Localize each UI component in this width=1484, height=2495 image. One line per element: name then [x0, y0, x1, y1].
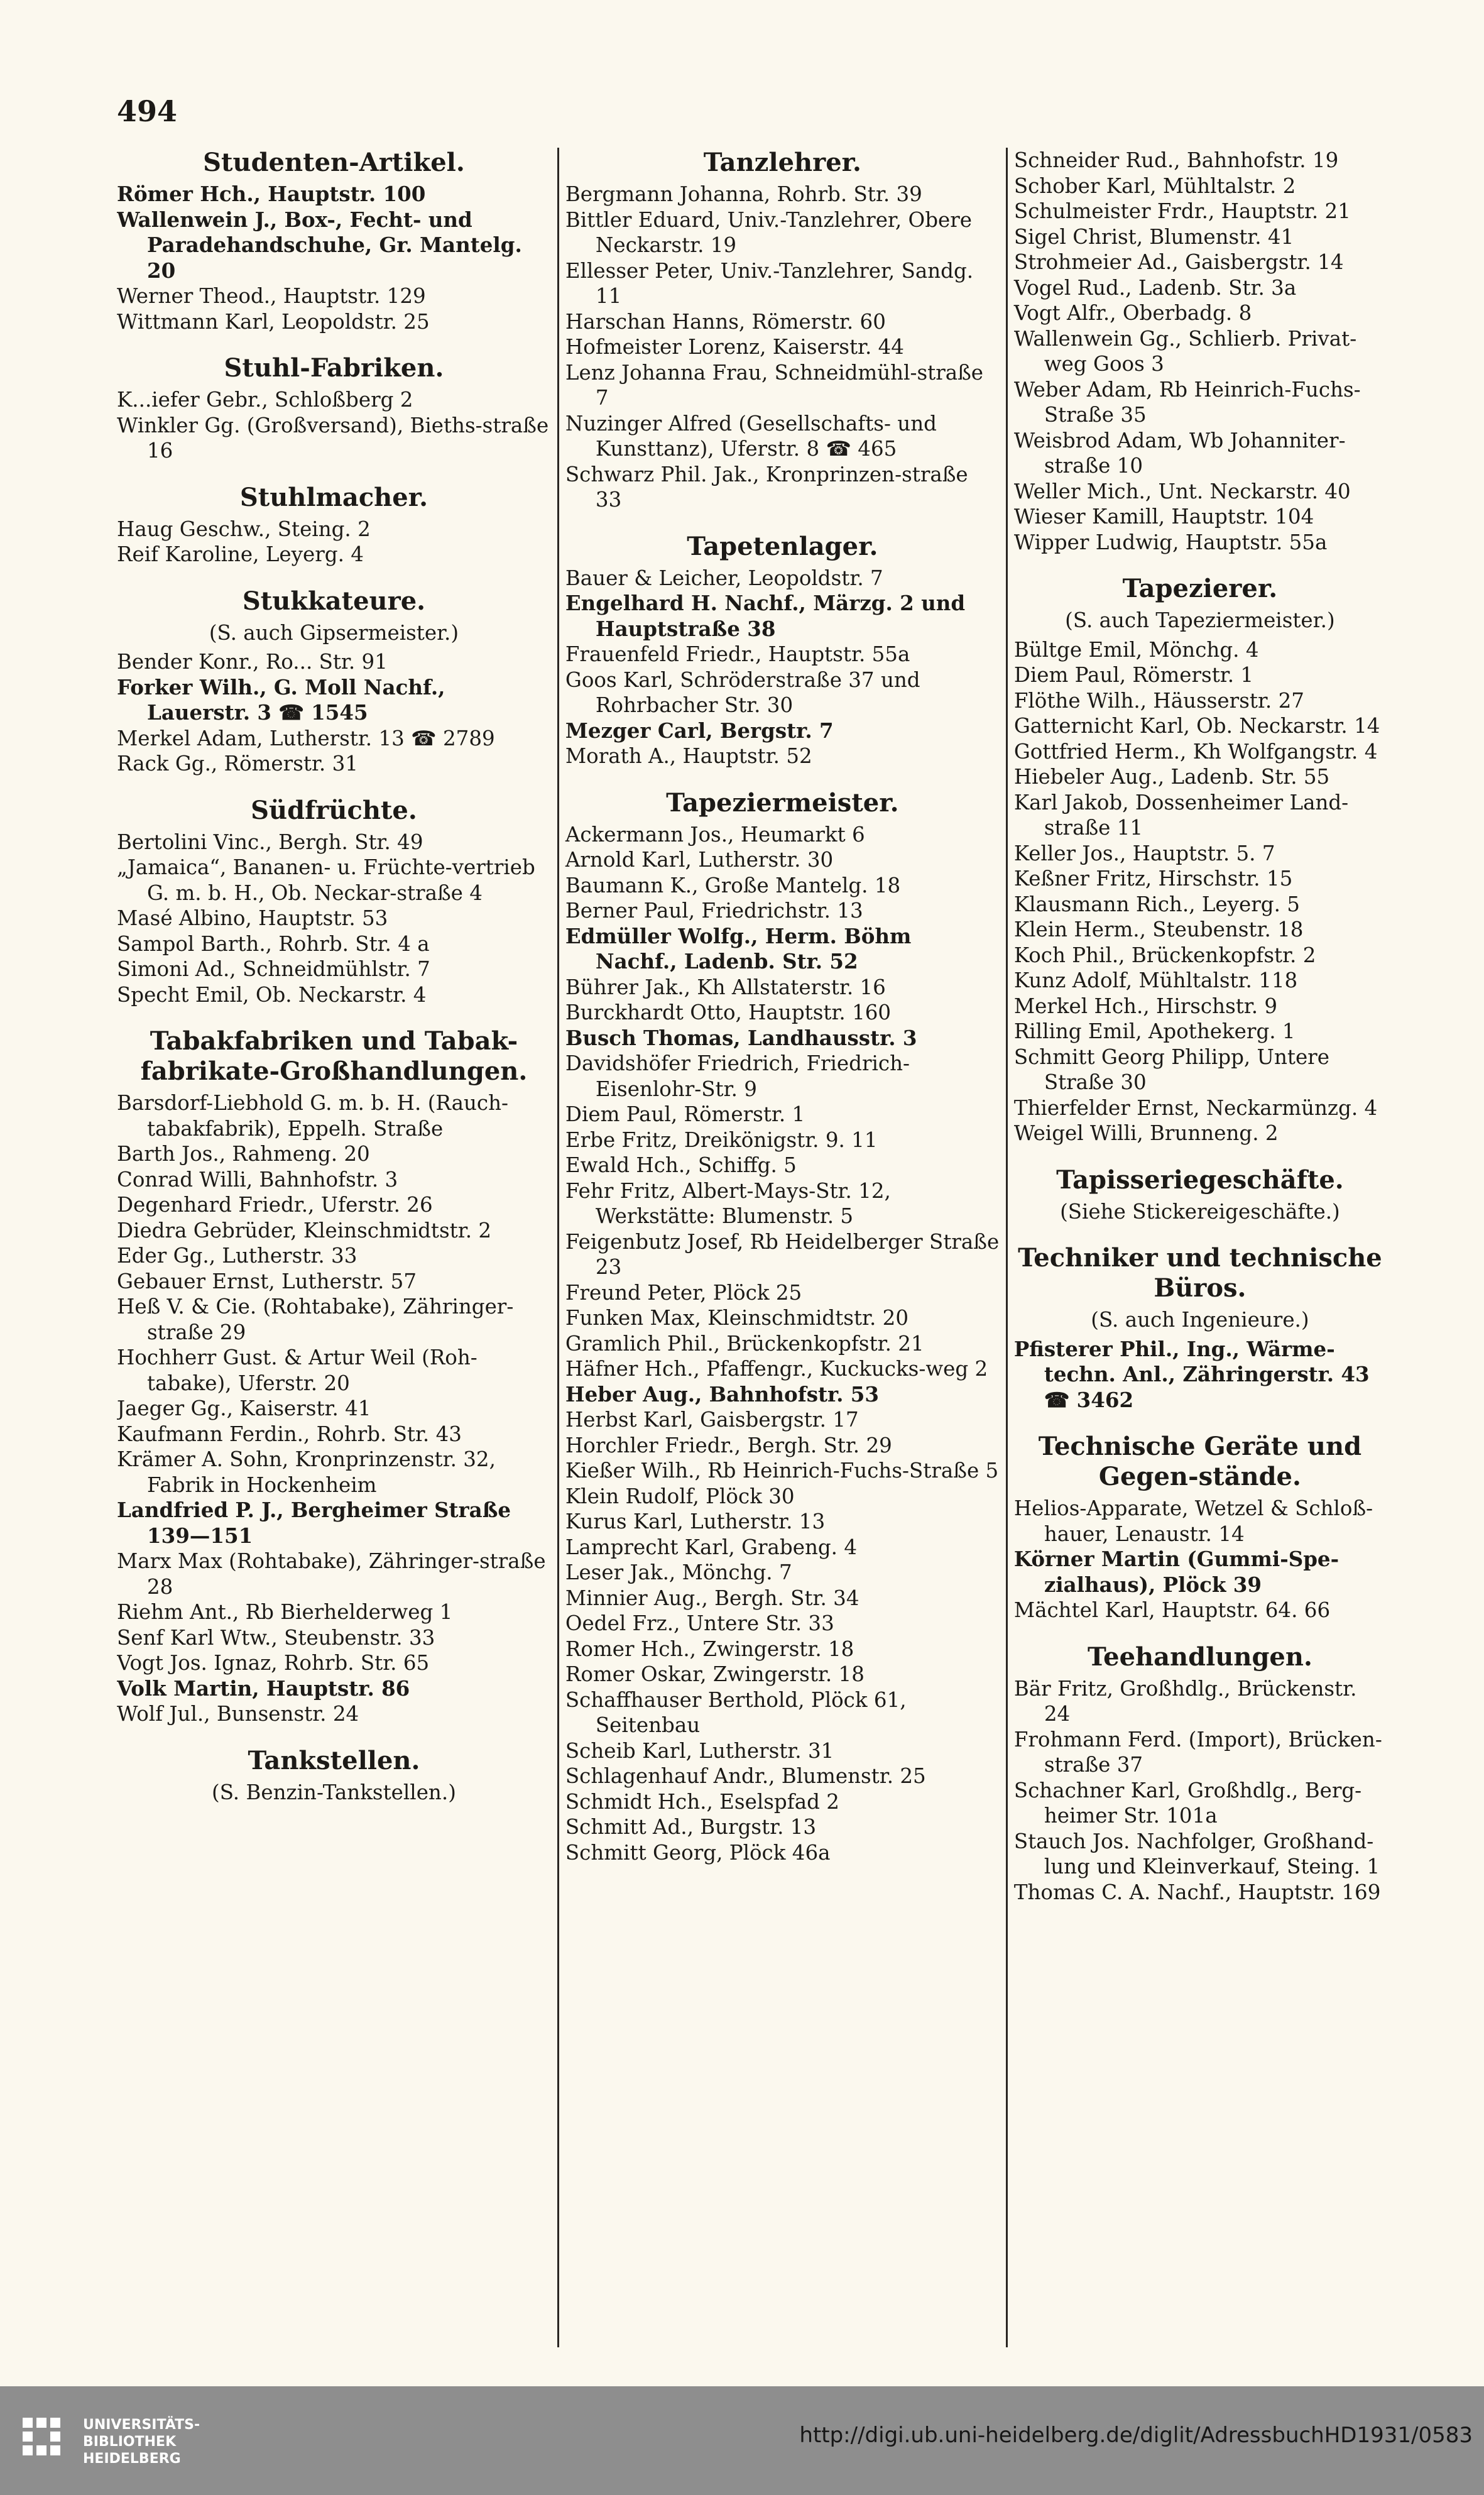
section-heading: Südfrüchte. — [251, 795, 417, 825]
directory-entry: Wieser Kamill, Hauptstr. 104 — [1013, 505, 1314, 529]
directory-entry: Schulmeister Frdr., Hauptstr. 21 — [1013, 199, 1351, 223]
directory-entry: Flöthe Wilh., Häusserstr. 27 — [1013, 688, 1304, 713]
directory-entry: Frohmann Ferd. (Import), Brücken-straße 37 — [1013, 1727, 1382, 1777]
directory-entry: Werner Theod., Hauptstr. 129 — [117, 284, 426, 308]
directory-entry: Mezger Carl, Bergstr. 7 — [565, 718, 834, 743]
directory-entry: Schaffhauser Berthold, Plöck 61, Seitenbau — [565, 1687, 907, 1737]
directory-entry: Vogel Rud., Ladenb. Str. 3a — [1013, 275, 1297, 300]
directory-entry: Hochherr Gust. & Artur Weil (Roh-tabake), Uferstr. 20 — [117, 1346, 477, 1395]
footer-bar — [0, 2386, 1484, 2495]
directory-entry: Strohmeier Ad., Gaisbergstr. 14 — [1013, 250, 1344, 274]
directory-entry: Gebauer Ernst, Lutherstr. 57 — [117, 1269, 417, 1293]
directory-entry: K...iefer Gebr., Schloßberg 2 — [117, 388, 413, 412]
directory-entry: Häfner Hch., Pfaffengr., Kuckucks-weg 2 — [565, 1357, 988, 1381]
directory-entry: Romer Oskar, Zwingerstr. 18 — [565, 1662, 865, 1686]
section-heading: Techniker und technische Büros. — [1018, 1243, 1382, 1303]
section-heading: Tanzlehrer. — [703, 148, 861, 177]
directory-entry: Haug Geschw., Steing. 2 — [117, 517, 371, 541]
section-heading: Tapeziermeister. — [666, 787, 899, 818]
directory-entry: Helios-Apparate, Wetzel & Schloß-hauer, Lenaustr. 14 — [1013, 1496, 1373, 1546]
directory-section — [565, 148, 1000, 513]
directory-entry: Krämer A. Sohn, Kronprinzenstr. 32, Fabrik in Hockenheim — [117, 1447, 496, 1497]
directory-entry: Feigenbutz Josef, Rb Heidelberger Straße 23 — [565, 1229, 1000, 1279]
directory-entry: Merkel Adam, Lutherstr. 13 ☎ 2789 — [117, 726, 495, 750]
section-heading: Tapetenlager. — [687, 531, 878, 561]
section-heading: Technische Geräte und Gegen-stände. — [1038, 1432, 1362, 1491]
directory-entry: Hofmeister Lorenz, Kaiserstr. 44 — [565, 335, 904, 359]
section-heading: Tapezierer. — [1122, 574, 1278, 603]
section-heading: Teehandlungen. — [1087, 1642, 1312, 1672]
directory-entry: Riehm Ant., Rb Bierhelderweg 1 — [117, 1600, 453, 1624]
directory-entry: Barsdorf-Liebhold G. m. b. H. (Rauch-tabakfabrik), Eppelh. Straße — [117, 1091, 509, 1141]
directory-section — [1014, 148, 1386, 555]
directory-entry: Ackermann Jos., Heumarkt 6 — [565, 822, 865, 847]
directory-entry: Bührer Jak., Kh Allstaterstr. 16 — [565, 975, 886, 999]
directory-section — [1014, 1432, 1386, 1623]
directory-entry: Specht Emil, Ob. Neckarstr. 4 — [117, 982, 427, 1007]
directory-entry: Erbe Fritz, Dreikönigstr. 9. 11 — [565, 1127, 878, 1152]
directory-entry: Senf Karl Wtw., Steubenstr. 33 — [117, 1625, 435, 1650]
directory-entry: Wallenwein J., Box-, Fecht- und Paradehandschuhe, Gr. Mantelg. 20 — [117, 207, 522, 283]
directory-entry: Ewald Hch., Schiffg. 5 — [565, 1153, 797, 1177]
directory-entry: Heber Aug., Bahnhofstr. 53 — [565, 1381, 880, 1407]
directory-entry: Thomas C. A. Nachf., Hauptstr. 169 — [1013, 1880, 1381, 1904]
directory-entry: Baumann K., Große Mantelg. 18 — [565, 873, 901, 897]
directory-entry: Pfisterer Phil., Ing., Wärme-techn. Anl., Zähringerstr. 43 ☎ 3462 — [1013, 1336, 1370, 1412]
directory-entry: Minnier Aug., Bergh. Str. 34 — [565, 1586, 859, 1610]
directory-entry: Koch Phil., Brückenkopfstr. 2 — [1013, 943, 1316, 967]
directory-entry: Volk Martin, Hauptstr. 86 — [117, 1675, 410, 1701]
directory-entry: Bergmann Johanna, Rohrb. Str. 39 — [565, 182, 922, 206]
directory-entry: Weller Mich., Unt. Neckarstr. 40 — [1013, 479, 1351, 503]
directory-entry: Funken Max, Kleinschmidtstr. 20 — [565, 1306, 908, 1330]
directory-entry: Vogt Jos. Ignaz, Rohrb. Str. 65 — [117, 1651, 430, 1675]
directory-section — [117, 796, 551, 1008]
directory-section — [117, 148, 551, 334]
directory-entry: Diem Paul, Römerstr. 1 — [565, 1102, 805, 1126]
directory-entry: Burckhardt Otto, Hauptstr. 160 — [565, 1001, 892, 1024]
directory-entry: Conrad Willi, Bahnhofstr. 3 — [117, 1167, 398, 1192]
page-number: 494 — [117, 94, 178, 128]
directory-section — [117, 353, 551, 464]
directory-entry: Bertolini Vinc., Bergh. Str. 49 — [117, 830, 423, 854]
library-name — [83, 2416, 200, 2467]
directory-entry: Diedra Gebrüder, Kleinschmidtstr. 2 — [117, 1218, 492, 1242]
directory-entry: Kaufmann Ferdin., Rohrb. Str. 43 — [117, 1422, 462, 1446]
section-heading: Stuhl-Fabriken. — [224, 353, 444, 383]
directory-entry: Jaeger Gg., Kaiserstr. 41 — [117, 1396, 371, 1420]
directory-entry: Reif Karoline, Leyerg. 4 — [117, 542, 364, 566]
library-name-line-3: HEIDELBERG — [83, 2451, 181, 2467]
directory-entry: Barth Jos., Rahmeng. 20 — [117, 1142, 370, 1166]
directory-entry: Romer Hch., Zwingerstr. 18 — [565, 1637, 854, 1661]
directory-entry: Schmidt Hch., Eselspfad 2 — [565, 1789, 839, 1814]
directory-entry: Stauch Jos. Nachfolger, Großhand-lung und Kleinverkauf, Steing. 1 — [1013, 1829, 1380, 1878]
section-heading: Stukkateure. — [242, 586, 426, 616]
directory-entry: „Jamaica“, Bananen- u. Früchte-vertrieb G. m. b. H., Ob. Neckar-straße 4 — [117, 855, 535, 905]
directory-entry: Wittmann Karl, Leopoldstr. 25 — [117, 309, 430, 334]
column-3 — [1006, 148, 1392, 2347]
directory-entry: Bauer & Leicher, Leopoldstr. 7 — [565, 566, 883, 590]
directory-entry: Klein Rudolf, Plöck 30 — [565, 1484, 795, 1508]
directory-entry: Gottfried Herm., Kh Wolfgangstr. 4 — [1013, 739, 1378, 764]
directory-section — [117, 1746, 551, 1806]
directory-entry: Römer Hch., Hauptstr. 100 — [117, 182, 426, 206]
directory-entry: Mächtel Karl, Hauptstr. 64. 66 — [1013, 1598, 1331, 1622]
column-1 — [117, 148, 557, 2347]
directory-section — [565, 788, 1000, 1866]
directory-entry: Degenhard Friedr., Uferstr. 26 — [117, 1193, 433, 1217]
section-heading: Stuhlmacher. — [239, 482, 428, 512]
directory-entry: Wipper Ludwig, Hauptstr. 55a — [1013, 530, 1328, 554]
directory-entry: Sampol Barth., Rohrb. Str. 4 a — [117, 931, 430, 956]
directory-entry: Bär Fritz, Großhdlg., Brückenstr. 24 — [1013, 1676, 1357, 1726]
section-note: (S. Benzin-Tankstellen.) — [212, 1780, 456, 1804]
directory-entry: Marx Max (Rohtabake), Zähringer-straße 28 — [117, 1549, 546, 1599]
directory-entry: Masé Albino, Hauptstr. 53 — [117, 906, 388, 930]
section-note: (S. auch Tapeziermeister.) — [1065, 608, 1335, 632]
directory-entry: Rack Gg., Römerstr. 31 — [117, 752, 358, 776]
directory-entry: Herbst Karl, Gaisbergstr. 17 — [565, 1408, 859, 1432]
directory-entry: Kurus Karl, Lutherstr. 13 — [565, 1510, 826, 1533]
directory-section — [117, 586, 551, 777]
directory-entry: Weber Adam, Rb Heinrich-Fuchs-Straße 35 — [1013, 377, 1361, 427]
directory-entry: Ellesser Peter, Univ.-Tanzlehrer, Sandg. 11 — [565, 258, 974, 308]
directory-entry: Schachner Karl, Großhdlg., Berg-heimer Str. 101a — [1013, 1778, 1362, 1828]
section-heading: Tapisseriegeschäfte. — [1056, 1165, 1344, 1195]
library-name-line-1: UNIVERSITÄTS- — [83, 2417, 200, 2433]
directory-entry: Winkler Gg. (Großversand), Bieths-straße 16 — [117, 413, 549, 463]
directory-entry: Diem Paul, Römerstr. 1 — [1013, 663, 1254, 687]
directory-entry: Schober Karl, Mühltalstr. 2 — [1013, 173, 1296, 198]
section-note: (S. auch Ingenieure.) — [1091, 1308, 1309, 1332]
directory-entry: Wallenwein Gg., Schlierb. Privat-weg Goos 3 — [1013, 326, 1357, 376]
directory-entry: Rilling Emil, Apothekerg. 1 — [1013, 1019, 1296, 1043]
directory-entry: Frauenfeld Friedr., Hauptstr. 55a — [565, 642, 910, 666]
directory-entry: Schmitt Georg Philipp, Untere Straße 30 — [1013, 1045, 1329, 1094]
directory-entry: Davidshöfer Friedrich, Friedrich-Eisenlohr-Str. 9 — [565, 1051, 910, 1101]
directory-entry: Leser Jak., Mönchg. 7 — [565, 1560, 792, 1584]
directory-entry: Edmüller Wolfg., Herm. Böhm Nachf., Ladenb. Str. 52 — [565, 923, 912, 973]
section-heading: Tabakfabriken und Tabak-fabrikate-Großhandlungen. — [140, 1026, 528, 1086]
section-note: (Siehe Stickereigeschäfte.) — [1060, 1199, 1340, 1224]
directory-entry: Vogt Alfr., Oberbadg. 8 — [1013, 301, 1252, 325]
directory-entry: Kießer Wilh., Rb Heinrich-Fuchs-Straße 5 — [565, 1459, 999, 1483]
directory-section — [565, 532, 1000, 769]
column-2 — [557, 148, 1006, 2347]
directory-entry: Heß V. & Cie. (Rohtabake), Zähringer-straße 29 — [117, 1295, 514, 1344]
source-url-link[interactable]: http://digi.ub.uni-heidelberg.de/diglit/AdressbuchHD1931/0583 — [799, 2423, 1473, 2448]
directory-entry: Klausmann Rich., Leyerg. 5 — [1013, 892, 1300, 916]
section-heading: Tankstellen. — [248, 1745, 420, 1775]
directory-entry: Bültge Emil, Mönchg. 4 — [1013, 637, 1259, 662]
directory-entry: Hiebeler Aug., Ladenb. Str. 55 — [1013, 765, 1330, 789]
directory-entry: Oedel Frz., Untere Str. 33 — [565, 1611, 834, 1635]
directory-entry: Wolf Jul., Bunsenstr. 24 — [117, 1702, 359, 1726]
directory-section — [117, 483, 551, 568]
directory-section — [1014, 1165, 1386, 1225]
directory-entry: Busch Thomas, Landhausstr. 3 — [565, 1025, 917, 1050]
directory-entry: Harschan Hanns, Römerstr. 60 — [565, 309, 886, 334]
directory-section — [1014, 1642, 1386, 1906]
directory-entry: Schmitt Ad., Burgstr. 13 — [565, 1815, 817, 1839]
directory-entry: Bittler Eduard, Univ.-Tanzlehrer, Obere Neckarstr. 19 — [565, 207, 973, 257]
directory-entry: Karl Jakob, Dossenheimer Land-straße 11 — [1013, 790, 1349, 840]
university-library-logo-icon — [18, 2413, 74, 2469]
directory-entry: Eder Gg., Lutherstr. 33 — [117, 1244, 357, 1268]
directory-entry: Simoni Ad., Schneidmühlstr. 7 — [117, 957, 430, 981]
directory-columns — [117, 148, 1392, 2347]
directory-entry: Bender Konr., Ro... Str. 91 — [117, 650, 388, 674]
directory-entry: Landfried P. J., Bergheimer Straße 139—151 — [117, 1498, 511, 1548]
directory-entry: Weigel Willi, Brunneng. 2 — [1013, 1121, 1279, 1145]
library-name-line-2: BIBLIOTHEK — [83, 2434, 177, 2450]
directory-entry: Sigel Christ, Blumenstr. 41 — [1013, 224, 1294, 249]
directory-entry: Goos Karl, Schröderstraße 37 und Rohrbacher Str. 30 — [565, 667, 920, 717]
directory-entry: Körner Martin (Gummi-Spe-zialhaus), Plöck 39 — [1013, 1547, 1339, 1597]
directory-section — [1014, 1243, 1386, 1413]
directory-entry: Engelhard H. Nachf., Märzg. 2 und Hauptstraße 38 — [565, 591, 966, 641]
directory-entry: Nuzinger Alfred (Gesellschafts- und Kunsttanz), Uferstr. 8 ☎ 465 — [565, 411, 937, 461]
directory-entry: Forker Wilh., G. Moll Nachf., Lauerstr. 3 ☎ 1545 — [117, 674, 445, 725]
directory-entry: Arnold Karl, Lutherstr. 30 — [565, 848, 834, 872]
directory-entry: Schmitt Georg, Plöck 46a — [565, 1840, 831, 1865]
directory-entry: Keller Jos., Hauptstr. 5. 7 — [1013, 841, 1275, 865]
directory-entry: Lenz Johanna Frau, Schneidmühl-straße 7 — [565, 360, 984, 410]
directory-entry: Keßner Fritz, Hirschstr. 15 — [1013, 867, 1293, 891]
directory-entry: Freund Peter, Plöck 25 — [565, 1280, 802, 1305]
directory-entry: Morath A., Hauptstr. 52 — [565, 744, 812, 768]
directory-entry: Klein Herm., Steubenstr. 18 — [1013, 918, 1304, 941]
directory-entry: Merkel Hch., Hirschstr. 9 — [1013, 994, 1278, 1018]
directory-entry: Thierfelder Ernst, Neckarmünzg. 4 — [1013, 1095, 1378, 1120]
directory-entry: Kunz Adolf, Mühltalstr. 118 — [1013, 968, 1298, 992]
directory-entry: Gramlich Phil., Brückenkopfstr. 21 — [565, 1331, 924, 1356]
directory-entry: Schneider Rud., Bahnhofstr. 19 — [1013, 148, 1339, 172]
directory-entry: Scheib Karl, Lutherstr. 31 — [565, 1738, 834, 1763]
section-note: (S. auch Gipsermeister.) — [209, 620, 459, 645]
directory-entry: Schlagenhauf Andr., Blumenstr. 25 — [565, 1764, 926, 1788]
directory-entry: Lamprecht Karl, Grabeng. 4 — [565, 1535, 858, 1559]
directory-entry: Weisbrod Adam, Wb Johanniter-straße 10 — [1013, 428, 1346, 478]
directory-section — [1014, 574, 1386, 1146]
directory-entry: Fehr Fritz, Albert-Mays-Str. 12, Werkstätte: Blumenstr. 5 — [565, 1178, 891, 1228]
directory-entry: Schwarz Phil. Jak., Kronprinzen-straße 33 — [565, 462, 968, 512]
directory-entry: Horchler Friedr., Bergh. Str. 29 — [565, 1433, 892, 1457]
directory-section — [117, 1026, 551, 1727]
section-heading: Studenten-Artikel. — [203, 148, 465, 177]
directory-entry: Berner Paul, Friedrichstr. 13 — [565, 899, 863, 923]
directory-entry: Gatternicht Karl, Ob. Neckarstr. 14 — [1013, 714, 1380, 738]
